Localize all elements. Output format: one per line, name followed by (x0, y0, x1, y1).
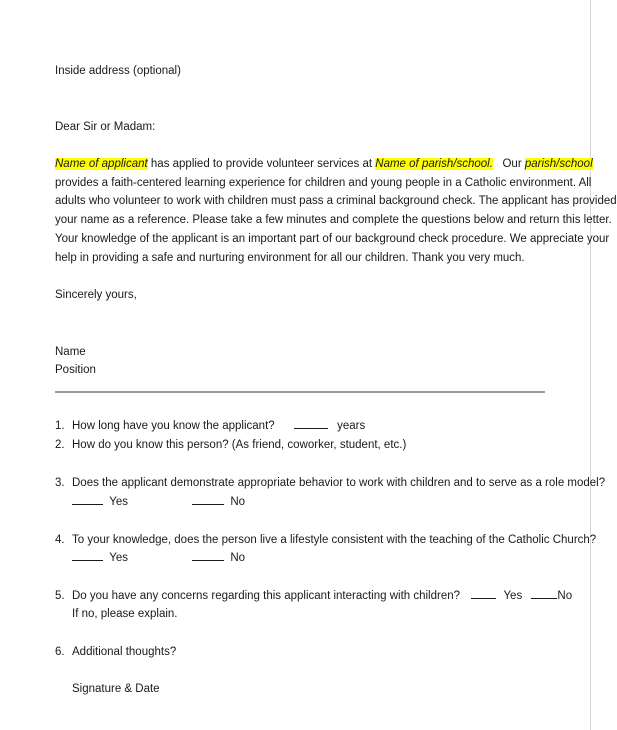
no-label: No (230, 496, 246, 508)
years-blank[interactable] (294, 419, 328, 429)
question-5-followup: If no, please explain. (72, 608, 178, 620)
body-line-2: provides a faith-centered learning experience for children and young people in a Catholic environment. All (55, 177, 592, 189)
no-blank[interactable] (192, 495, 224, 505)
years-label: years (337, 420, 366, 432)
question-text: Additional thoughts? (72, 646, 177, 658)
question-number: 6. (55, 646, 65, 658)
question-2 (55, 438, 406, 452)
body-line-3: adults who volunteer to work with children must pass a criminal background check. The applicant has provided (55, 195, 617, 207)
body-text: has applied to provide volunteer services at (147, 158, 376, 170)
no-label: No (557, 590, 573, 602)
body-line-6: help in providing a safe and nurturing environment for all our children. Thank you very much. (55, 252, 525, 264)
question-number: 4. (55, 534, 65, 546)
no-blank[interactable] (192, 551, 224, 561)
question-3 (55, 476, 605, 490)
question-text: To your knowledge, does the person live a lifestyle consistent with the teaching of the Catholic Church? (72, 534, 597, 546)
question-text: How long have you know the applicant? (72, 420, 275, 432)
question-4-answers (72, 551, 245, 565)
signer-position: Position (55, 364, 96, 376)
question-text: Do you have any concerns regarding this applicant interacting with children? (72, 590, 461, 602)
question-number: 5. (55, 590, 65, 602)
divider (55, 391, 545, 393)
question-number: 1. (55, 420, 65, 432)
question-3-answers (72, 495, 245, 509)
question-text: Does the applicant demonstrate appropriate behavior to work with children and to serve as a role model? (72, 477, 606, 489)
yes-label: Yes (109, 496, 128, 508)
closing: Sincerely yours, (55, 289, 137, 301)
yes-label: Yes (503, 590, 523, 602)
highlight-parish: parish/school (524, 158, 593, 170)
question-1 (55, 419, 365, 433)
highlight-applicant-name: Name of applicant (55, 158, 148, 170)
question-6 (55, 645, 176, 659)
salutation: Dear Sir or Madam: (55, 121, 156, 133)
yes-label: Yes (109, 552, 128, 564)
body-text: Our (492, 158, 525, 170)
question-text: How do you know this person? (As friend, coworker, student, etc.) (72, 439, 407, 451)
body-line-4: your name as a reference. Please take a few minutes and complete the questions below and return this letter. (55, 214, 612, 226)
question-4 (55, 533, 596, 547)
highlight-parish-name: Name of parish/school. (375, 158, 493, 170)
yes-blank[interactable] (72, 551, 103, 561)
yes-blank[interactable] (72, 495, 103, 505)
no-label: No (230, 552, 246, 564)
question-number: 2. (55, 439, 65, 451)
question-number: 3. (55, 477, 65, 489)
inside-address: Inside address (optional) (55, 65, 181, 77)
signer-name: Name (55, 346, 86, 358)
yes-blank[interactable] (471, 589, 496, 599)
question-5 (55, 589, 572, 603)
no-blank[interactable] (531, 589, 557, 599)
signature-date-label: Signature & Date (72, 683, 160, 695)
body-line-5: Your knowledge of the applicant is an important part of our background check procedure. We appreciate your (55, 233, 610, 245)
body-line-1 (55, 157, 593, 171)
